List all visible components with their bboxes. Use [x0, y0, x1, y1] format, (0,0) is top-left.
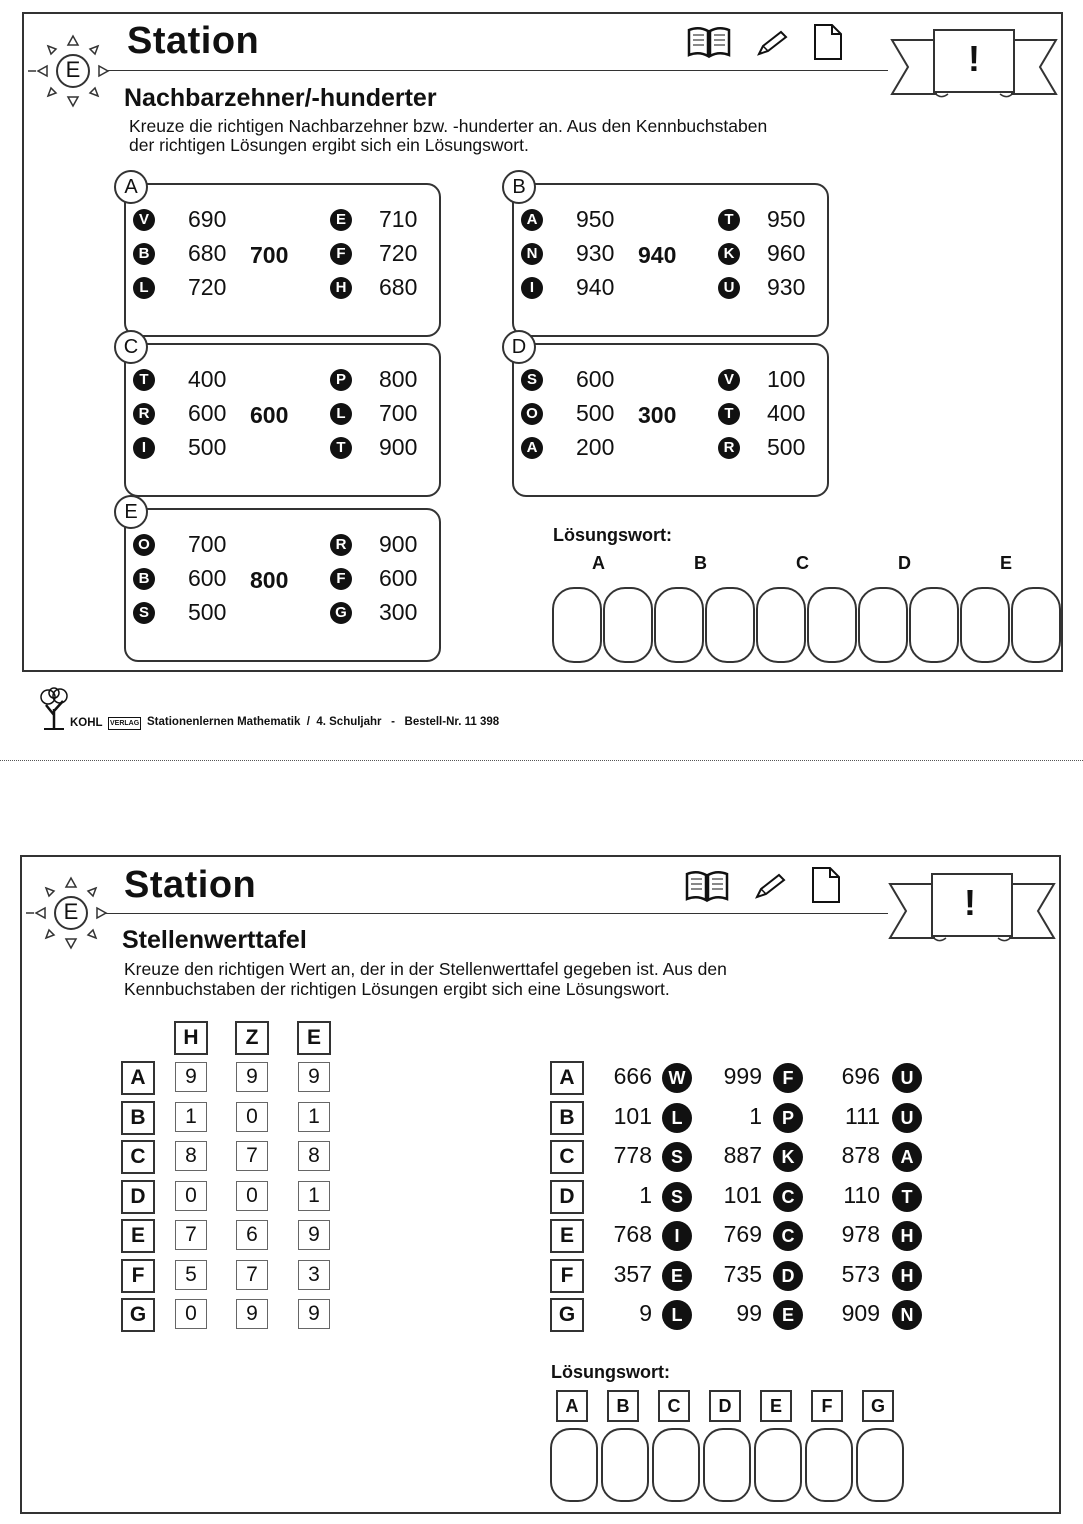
column-header: E [297, 1021, 331, 1055]
row-label: B [121, 1101, 155, 1135]
card1-instruction-2: der richtigen Lösungen ergibt sich ein Lösungswort. [129, 135, 529, 155]
answer-letter[interactable]: V [133, 209, 155, 231]
badge-letter: E [63, 899, 79, 924]
publisher-name: KOHL [70, 717, 103, 729]
option-number[interactable]: 735 [723, 1260, 762, 1287]
pencil-icon [755, 30, 789, 58]
digit-cell: 0 [175, 1181, 207, 1211]
answer-number[interactable]: 700 [188, 531, 227, 557]
answer-letter[interactable]: F [330, 243, 352, 265]
answer-number[interactable]: 600 [379, 565, 418, 591]
exclamation-mark: ! [964, 882, 976, 923]
solution-box[interactable] [805, 1428, 853, 1502]
answer-letter[interactable]: I [521, 277, 543, 299]
answer-number[interactable]: 500 [576, 400, 615, 426]
answer-number[interactable]: 500 [188, 599, 227, 625]
row-label: E [550, 1219, 584, 1253]
publisher-tag: VERLAG [108, 717, 141, 730]
digit-cell: 8 [175, 1141, 207, 1171]
solution-box[interactable] [705, 587, 755, 663]
option-letter[interactable]: N [892, 1300, 922, 1330]
digit-cell: 9 [236, 1299, 268, 1329]
digit-cell: 9 [298, 1062, 330, 1092]
option-number[interactable]: 769 [723, 1221, 762, 1247]
answer-letter[interactable]: G [330, 602, 352, 624]
answer-letter[interactable]: S [521, 369, 543, 391]
solution-letter: E [1000, 553, 1013, 573]
cut-line [0, 760, 1083, 761]
solution-box[interactable] [601, 1428, 649, 1502]
badge-letter: E [65, 57, 81, 82]
solution-box[interactable] [1011, 587, 1061, 663]
digit-cell: 9 [175, 1062, 207, 1092]
option-letter[interactable]: F [773, 1063, 803, 1093]
answer-number[interactable]: 400 [767, 400, 806, 426]
group-center-number: 300 [638, 402, 677, 428]
answer-letter[interactable]: V [718, 369, 740, 391]
digit-cell: 1 [298, 1102, 330, 1132]
book-icon [686, 26, 732, 60]
card2-instruction-1: Kreuze den richtigen Wert an, der in der Stellenwerttafel gegeben ist. Aus den [124, 959, 727, 979]
group-label: C [114, 330, 148, 364]
digit-cell: 7 [236, 1141, 268, 1171]
answer-number[interactable]: 900 [379, 434, 418, 460]
document-icon [810, 865, 842, 905]
answer-number[interactable]: 300 [379, 599, 418, 625]
option-number[interactable]: 101 [723, 1181, 762, 1208]
solution-box[interactable] [552, 587, 602, 663]
solution-box[interactable] [909, 587, 959, 663]
tree-logo-icon [38, 687, 72, 731]
answer-letter[interactable]: B [133, 568, 155, 590]
row-label: F [550, 1259, 584, 1293]
group-label: E [114, 495, 148, 529]
answer-letter[interactable]: T [133, 369, 155, 391]
option-letter[interactable]: U [892, 1103, 922, 1133]
option-number[interactable]: 9 [639, 1300, 652, 1326]
answer-number[interactable]: 680 [188, 240, 227, 266]
solution-box[interactable] [807, 587, 857, 663]
digit-cell: 1 [298, 1181, 330, 1211]
option-letter[interactable]: K [773, 1142, 803, 1172]
answer-letter[interactable]: H [330, 277, 352, 299]
answer-number[interactable]: 500 [767, 434, 806, 460]
option-number[interactable]: 111 [845, 1102, 880, 1129]
answer-number[interactable]: 720 [379, 240, 418, 266]
group-center-number: 700 [250, 242, 289, 268]
row-label: C [550, 1140, 584, 1174]
option-number[interactable]: 666 [613, 1063, 652, 1089]
answer-number[interactable]: 930 [767, 274, 806, 300]
answer-letter[interactable]: A [521, 437, 543, 459]
digit-cell: 6 [236, 1220, 268, 1250]
answer-letter[interactable]: O [521, 403, 543, 425]
solution-letter: A [592, 553, 605, 573]
answer-number[interactable]: 950 [767, 206, 806, 232]
station-title: Station [127, 20, 260, 62]
answer-letter[interactable]: R [718, 437, 740, 459]
answer-number[interactable]: 700 [379, 400, 418, 426]
answer-number[interactable]: 720 [188, 274, 227, 300]
answer-number[interactable]: 710 [379, 206, 418, 232]
station-title: Station [124, 864, 257, 906]
document-icon [812, 22, 844, 62]
card2-subtitle: Stellenwerttafel [122, 926, 307, 954]
card2-instruction-2: Kennbuchstaben der richtigen Lösungen ergibt sich eine Lösungswort. [124, 979, 670, 999]
option-number[interactable]: 778 [613, 1142, 652, 1168]
answer-letter[interactable]: T [718, 209, 740, 231]
footer-text: Stationenlernen Mathematik / 4. Schuljahr - Bestell-Nr. 11 398 [147, 716, 500, 728]
row-label: F [121, 1259, 155, 1293]
answer-number[interactable]: 600 [576, 366, 615, 392]
digit-cell: 0 [236, 1102, 268, 1132]
option-number[interactable]: 1 [639, 1181, 652, 1208]
answer-letter[interactable]: T [330, 437, 352, 459]
answer-letter[interactable]: S [133, 602, 155, 624]
option-number[interactable]: 909 [841, 1300, 880, 1326]
option-letter[interactable]: L [662, 1300, 692, 1330]
option-letter[interactable]: S [662, 1142, 692, 1172]
digit-cell: 9 [298, 1220, 330, 1250]
digit-cell: 7 [236, 1260, 268, 1290]
answer-number[interactable]: 930 [576, 240, 615, 266]
answer-letter[interactable]: I [133, 437, 155, 459]
row-label: G [550, 1298, 584, 1332]
digit-cell: 7 [175, 1220, 207, 1250]
digit-cell: 1 [175, 1102, 207, 1132]
option-letter[interactable]: U [892, 1063, 922, 1093]
option-letter[interactable]: S [662, 1182, 692, 1212]
option-number[interactable]: 101 [613, 1102, 652, 1129]
option-number[interactable]: 99 [736, 1300, 762, 1326]
row-label: D [550, 1180, 584, 1214]
option-letter[interactable]: H [892, 1261, 922, 1291]
solution-letter: B [607, 1390, 639, 1422]
answer-number[interactable]: 600 [188, 400, 227, 426]
answer-number[interactable]: 400 [188, 366, 227, 392]
title-divider [106, 913, 888, 914]
solution-letter: B [694, 553, 707, 573]
digit-cell: 0 [236, 1181, 268, 1211]
answer-letter[interactable]: T [718, 403, 740, 425]
book-icon [684, 870, 730, 904]
row-label: E [121, 1219, 155, 1253]
answer-number[interactable]: 900 [379, 531, 418, 557]
option-letter[interactable]: W [662, 1063, 692, 1093]
answer-number[interactable]: 200 [576, 434, 615, 460]
option-letter[interactable]: D [773, 1261, 803, 1291]
group-center-number: 600 [250, 402, 289, 428]
group-label: B [502, 170, 536, 204]
option-letter[interactable]: A [892, 1142, 922, 1172]
row-label: A [550, 1061, 584, 1095]
option-letter[interactable]: L [662, 1103, 692, 1133]
option-letter[interactable]: P [773, 1103, 803, 1133]
answer-letter[interactable]: E [330, 209, 352, 231]
option-number[interactable]: 978 [841, 1221, 880, 1247]
card1-solution-title: Lösungswort: [553, 525, 672, 545]
digit-cell: 9 [298, 1299, 330, 1329]
answer-letter[interactable]: U [718, 277, 740, 299]
solution-box[interactable] [756, 587, 806, 663]
digit-cell: 0 [175, 1299, 207, 1329]
answer-letter[interactable]: F [330, 568, 352, 590]
option-letter[interactable]: E [662, 1261, 692, 1291]
answer-letter[interactable]: L [330, 403, 352, 425]
option-letter[interactable]: C [773, 1221, 803, 1251]
option-number[interactable]: 999 [723, 1063, 762, 1089]
solution-letter: D [898, 553, 911, 573]
solution-letter: F [811, 1390, 843, 1422]
answer-letter[interactable]: L [133, 277, 155, 299]
group-label: D [502, 330, 536, 364]
solution-box[interactable] [858, 587, 908, 663]
group-center-number: 940 [638, 242, 677, 268]
digit-cell: 8 [298, 1141, 330, 1171]
solution-box[interactable] [960, 587, 1010, 663]
option-number[interactable]: 110 [843, 1181, 880, 1208]
solution-box[interactable] [652, 1428, 700, 1502]
solution-letter: G [862, 1390, 894, 1422]
column-header: Z [235, 1021, 269, 1055]
solution-box[interactable] [754, 1428, 802, 1502]
option-letter[interactable]: H [892, 1221, 922, 1251]
column-header: H [174, 1021, 208, 1055]
solution-letter: C [796, 553, 809, 573]
answer-number[interactable]: 960 [767, 240, 806, 266]
exclamation-mark: ! [968, 38, 980, 79]
answer-number[interactable]: 600 [188, 565, 227, 591]
answer-letter[interactable]: R [133, 403, 155, 425]
row-label: A [121, 1061, 155, 1095]
answer-letter[interactable]: P [330, 369, 352, 391]
solution-letter: A [556, 1390, 588, 1422]
solution-letter: D [709, 1390, 741, 1422]
option-number[interactable]: 768 [613, 1221, 652, 1247]
answer-number[interactable]: 800 [379, 366, 418, 392]
option-letter[interactable]: T [892, 1182, 922, 1212]
pencil-icon [753, 873, 787, 901]
answer-letter[interactable]: K [718, 243, 740, 265]
digit-cell: 9 [236, 1062, 268, 1092]
solution-letter: C [658, 1390, 690, 1422]
row-label: D [121, 1180, 155, 1214]
digit-cell: 3 [298, 1260, 330, 1290]
answer-letter[interactable]: A [521, 209, 543, 231]
option-number[interactable]: 357 [613, 1260, 652, 1287]
solution-box[interactable] [603, 587, 653, 663]
group-center-number: 800 [250, 567, 289, 593]
card1-subtitle: Nachbarzehner/-hunderter [124, 84, 437, 112]
answer-letter[interactable]: N [521, 243, 543, 265]
answer-number[interactable]: 950 [576, 206, 615, 232]
solution-box[interactable] [856, 1428, 904, 1502]
answer-letter[interactable]: R [330, 534, 352, 556]
row-label: G [121, 1298, 155, 1332]
row-label: B [550, 1101, 584, 1135]
answer-letter[interactable]: O [133, 534, 155, 556]
option-number[interactable]: 573 [841, 1260, 880, 1287]
answer-number[interactable]: 100 [767, 366, 806, 392]
title-divider [108, 70, 888, 71]
option-number[interactable]: 878 [841, 1142, 880, 1168]
answer-number[interactable]: 680 [379, 274, 418, 300]
option-letter[interactable]: E [773, 1300, 803, 1330]
solution-letter: E [760, 1390, 792, 1422]
option-number[interactable]: 887 [723, 1142, 762, 1168]
answer-letter[interactable]: B [133, 243, 155, 265]
option-number[interactable]: 696 [841, 1063, 880, 1089]
option-letter[interactable]: I [662, 1221, 692, 1251]
answer-number[interactable]: 940 [576, 274, 615, 300]
option-number[interactable]: 1 [749, 1102, 762, 1129]
option-letter[interactable]: C [773, 1182, 803, 1212]
answer-number[interactable]: 500 [188, 434, 227, 460]
row-label: C [121, 1140, 155, 1174]
solution-box[interactable] [654, 587, 704, 663]
solution-box[interactable] [703, 1428, 751, 1502]
solution-box[interactable] [550, 1428, 598, 1502]
answer-number[interactable]: 690 [188, 206, 227, 232]
group-label: A [114, 170, 148, 204]
card1-instruction-1: Kreuze die richtigen Nachbarzehner bzw. -hunderter an. Aus den Kennbuchstaben [129, 116, 768, 136]
card2-solution-title: Lösungswort: [551, 1362, 670, 1382]
digit-cell: 5 [175, 1260, 207, 1290]
